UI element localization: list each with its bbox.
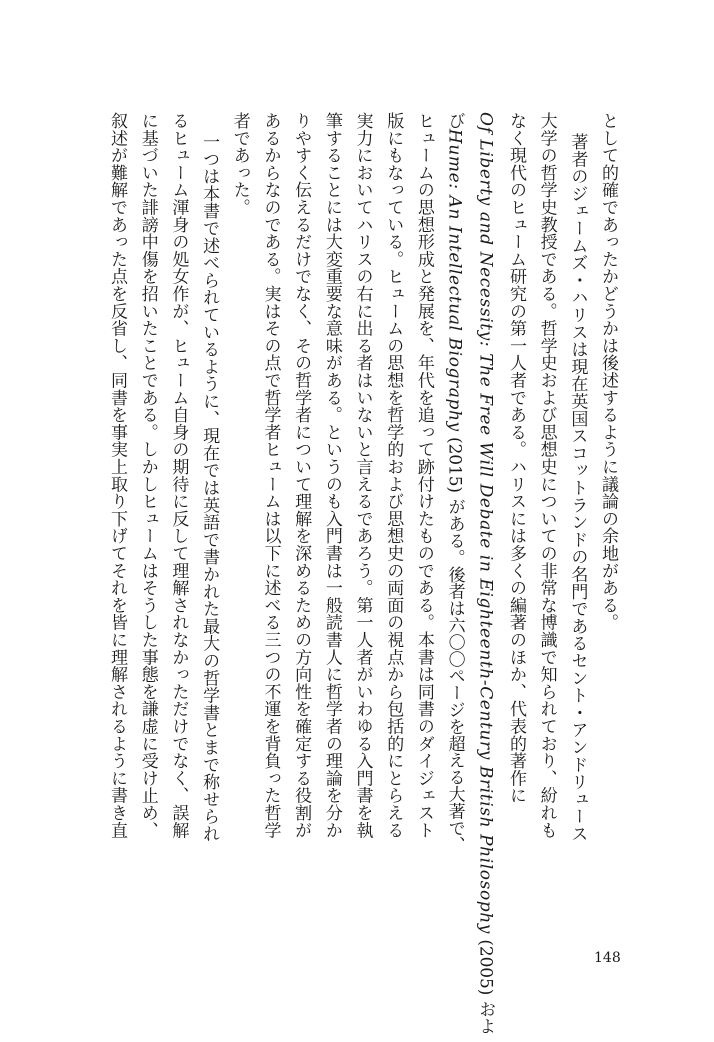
book-title-italic: Hume: An Intellectual Biography: [444, 128, 465, 432]
text-line-7: ヒュームの思想形成と発展を、年代を追って跡付けたものである。本書は同書のダイジェスト: [413, 112, 434, 839]
text-line-14: 一つは本書で述べられているように、現在では英語で書かれた最大の哲学書とまで称せられ: [199, 133, 220, 843]
text-line-15: るヒューム渾身の処女作が、ヒューム自身の期待に反して理解されなかっただけでなく、誤解: [168, 112, 189, 839]
text-line-4: なく現代のヒューム研究の第一人者である。ハリスには多くの編著のほか、代表的著作に: [505, 112, 526, 804]
text-line-6-prefix: び: [444, 112, 465, 129]
text-line-17: 叙述が難解であった点を反省し、同書を事実上取り下げてそれを皆に理解されるように書き直: [107, 112, 127, 839]
text-line-6-rest: (2015) がある。後者は六〇〇ページを超える大著で、: [444, 431, 465, 854]
text-line-13: 者であった。: [229, 112, 250, 216]
text-line-3: 大学の哲学史教授である。哲学史および思想史についての非常な博識で知られており、紛れも: [536, 112, 557, 839]
text-line-6: [444, 112, 465, 852]
text-line-5: [474, 112, 496, 1035]
text-line-10: 筆することには大変重要な意味がある。というのも入門書は一般読書人に哲学者の理論を分か: [321, 112, 342, 839]
book-title-italic: Of Liberty and Necessity: The Free Will Debate in Eighteenth-Century British Philosophy: [475, 112, 496, 935]
text-line-9: 実力においてハリスの右に出る者はいないと言えるであろう。第一人者がいわゆる入門書を執: [352, 112, 373, 839]
text-line-12: あるからなのである。実はその点で哲学者ヒュームは以下に述べる三つの不運を背負った哲学: [260, 112, 281, 839]
text-line-1: として的確であったかどうかは後述するように議論の余地がある。: [598, 112, 618, 631]
text-line-11: りやすく伝えるだけでなく、その哲学者について理解を深めるための方向性を確定する役割が: [291, 112, 312, 839]
text-line-16: に基づいた誹謗中傷を招いたことである。しかしヒュームはそうした事態を謙虚に受け止め、: [137, 112, 158, 839]
text-line-8: 版にもなっている。ヒュームの思想を哲学的および思想史の両面の視点から包括的にとらえる: [383, 112, 404, 839]
text-line-2: 著者のジェームズ・ハリスは現在英国スコットランドの名門であるセント・アンドリュース: [567, 133, 588, 843]
text-line-5-rest: (2005) およ: [475, 934, 496, 1035]
page-number: 148: [594, 950, 621, 966]
